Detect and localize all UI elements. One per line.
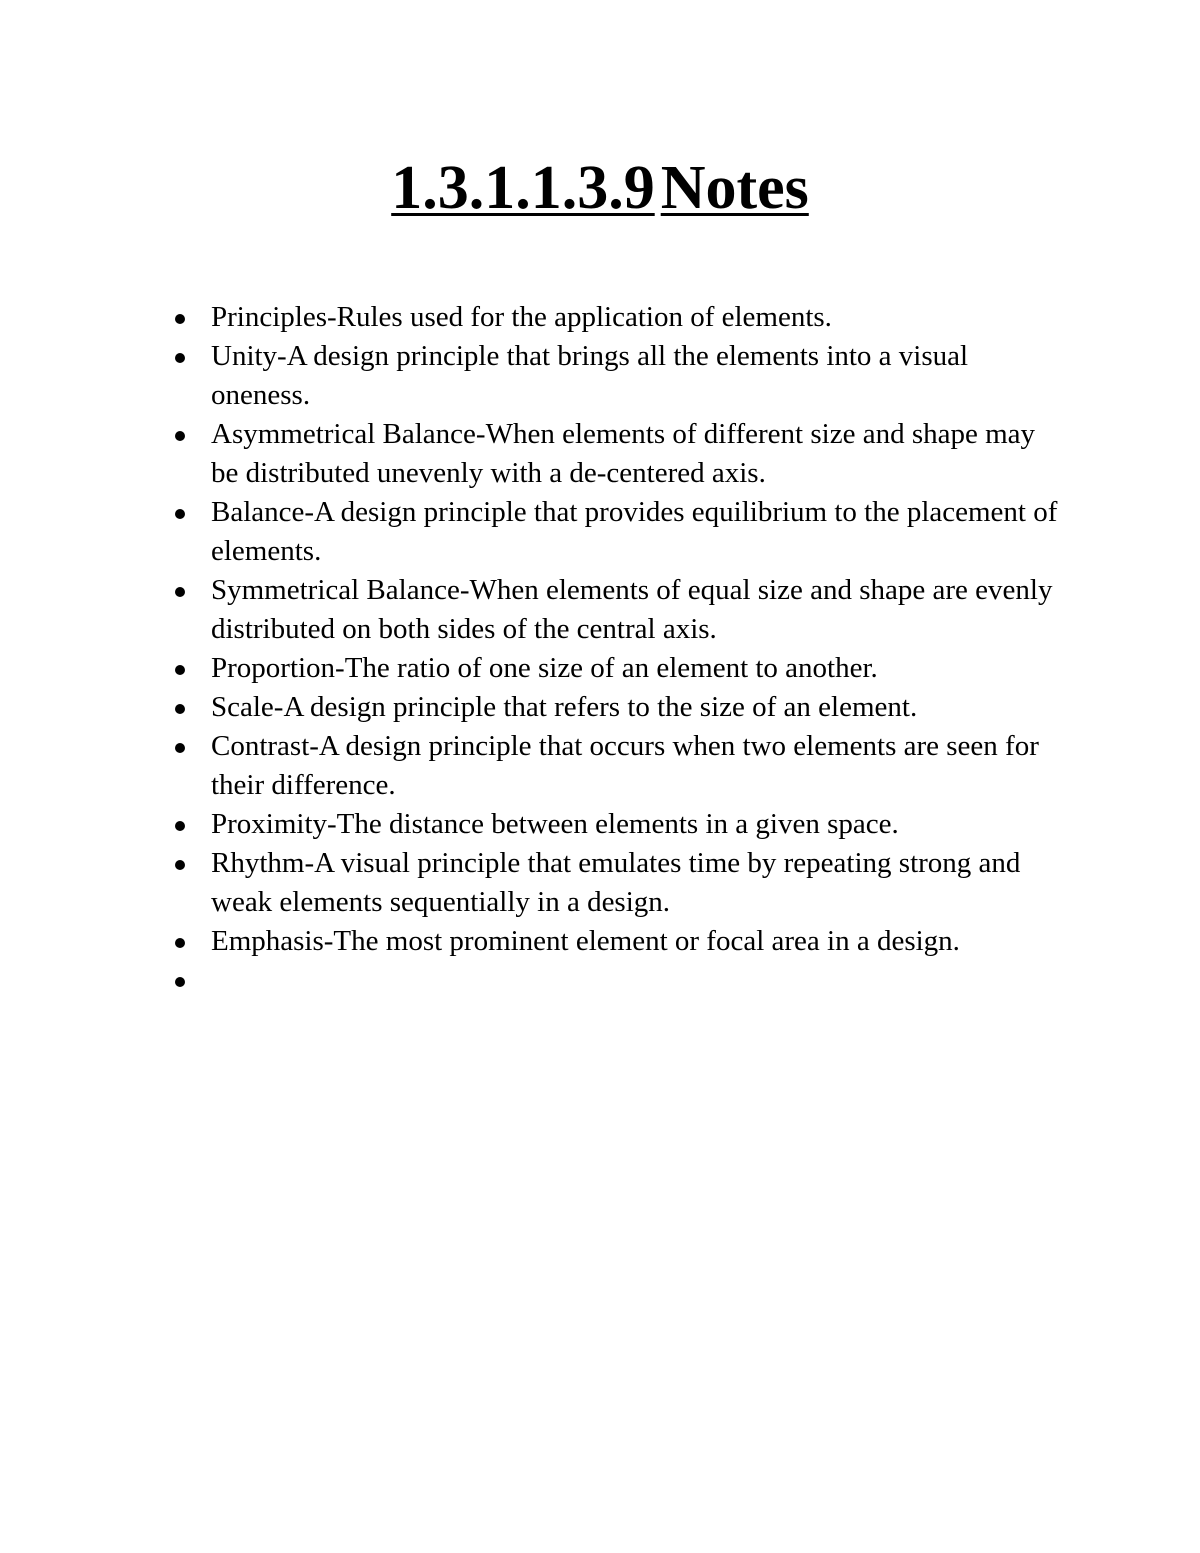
title-word: Notes [660, 154, 809, 222]
list-item: Emphasis-The most prominent element or focal area in a design. [211, 922, 1061, 961]
list-item: Rhythm-A visual principle that emulates time by repeating strong and weak elements sequentially in a design. [211, 844, 1061, 922]
list-item: Principles-Rules used for the application of elements. [211, 298, 1061, 337]
list-item: Symmetrical Balance-When elements of equal size and shape are evenly distributed on both sides of the central axis. [211, 571, 1061, 649]
list-item: Proportion-The ratio of one size of an element to another. [211, 649, 1061, 688]
title-number: 1.3.1.1.3.9 [391, 154, 655, 222]
page-title [0, 148, 1200, 228]
notes-list [211, 298, 1061, 1000]
list-item: Contrast-A design principle that occurs when two elements are seen for their difference. [211, 727, 1061, 805]
list-item: Proximity-The distance between elements in a given space. [211, 805, 1061, 844]
empty-list-item [211, 961, 1061, 1000]
list-item: Asymmetrical Balance-When elements of different size and shape may be distributed unevenly with a de-centered axis. [211, 415, 1061, 493]
list-item: Scale-A design principle that refers to the size of an element. [211, 688, 1061, 727]
list-item: Balance-A design principle that provides equilibrium to the placement of elements. [211, 493, 1061, 571]
list-item: Unity-A design principle that brings all the elements into a visual oneness. [211, 337, 1061, 415]
